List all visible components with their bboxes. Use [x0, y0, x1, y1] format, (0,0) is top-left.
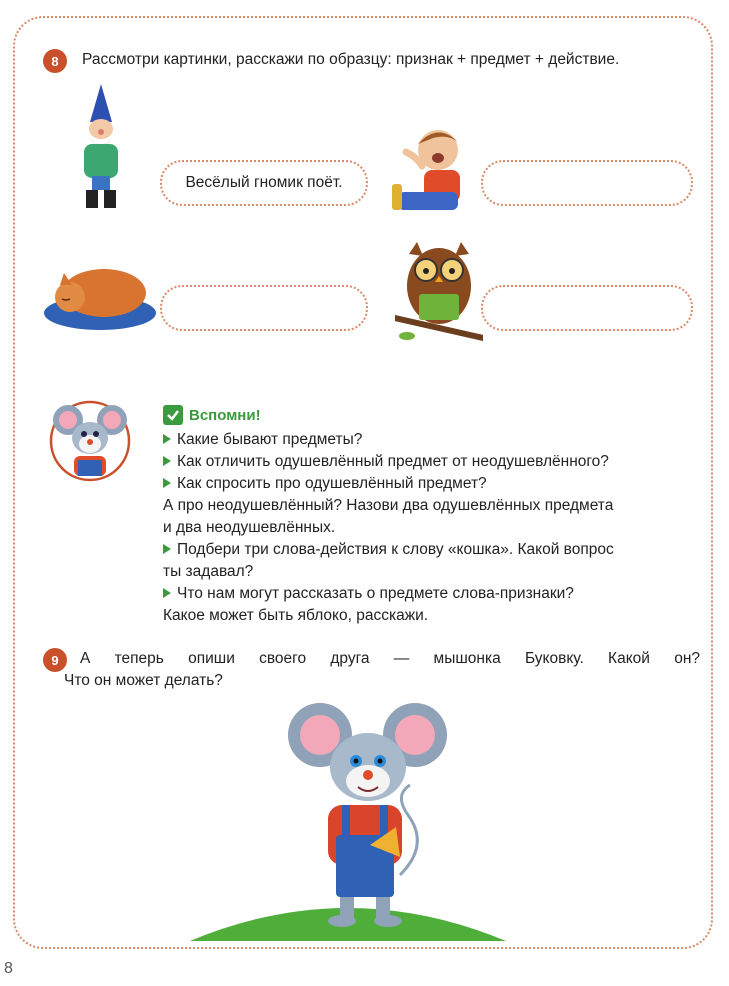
example-answer-bubble: Весёлый гномик поёт.	[160, 160, 368, 206]
remember-line: ты задавал?	[163, 563, 254, 580]
answer-bubble-cat[interactable]	[160, 285, 368, 331]
page-number: 8	[4, 960, 13, 977]
task-9-line-2: Что он может делать?	[64, 672, 223, 689]
task-9-number: 9	[43, 648, 67, 672]
mouse-bukovka-image	[190, 695, 506, 945]
answer-bubble-boy[interactable]	[481, 160, 693, 206]
task-8-number: 8	[43, 49, 67, 73]
gnome-image	[70, 82, 132, 212]
remember-line: Как спросить про одушевлённый предмет?	[163, 473, 703, 495]
triangle-bullet-icon	[163, 544, 171, 554]
sleeping-cat-image	[42, 255, 158, 331]
triangle-bullet-icon	[163, 478, 171, 488]
task-9-line-1: А теперь опиши своего друга — мышонка Буковку. Какой он?	[80, 650, 700, 667]
remember-title: Вспомни!	[189, 406, 261, 424]
check-icon	[163, 405, 183, 425]
remember-line: Как отличить одушевлённый предмет от неодушевлённого?	[163, 451, 703, 473]
remember-line: А про неодушевлённый? Назови два одушевлённых предмета	[163, 497, 614, 514]
remember-line: Какие бывают предметы?	[163, 429, 703, 451]
remember-line: Какое может быть яблоко, расскажи.	[163, 607, 429, 624]
remember-header	[163, 405, 703, 425]
triangle-bullet-icon	[163, 456, 171, 466]
remember-line: Что нам могут рассказать о предмете слова-признаки?	[163, 583, 703, 605]
remember-line: Подбери три слова-действия к слову «кошка». Какой вопрос	[163, 539, 703, 561]
answer-bubble-owl[interactable]	[481, 285, 693, 331]
triangle-bullet-icon	[163, 588, 171, 598]
remember-line: и два неодушевлённых.	[163, 519, 336, 536]
mouse-portrait-image	[48, 398, 132, 484]
triangle-bullet-icon	[163, 434, 171, 444]
task-8-instruction: Рассмотри картинки, расскажи по образцу: признак + предмет + действие.	[82, 51, 620, 68]
reading-owl-image	[395, 238, 483, 352]
remember-box	[163, 405, 703, 627]
yawning-boy-image	[388, 122, 480, 226]
